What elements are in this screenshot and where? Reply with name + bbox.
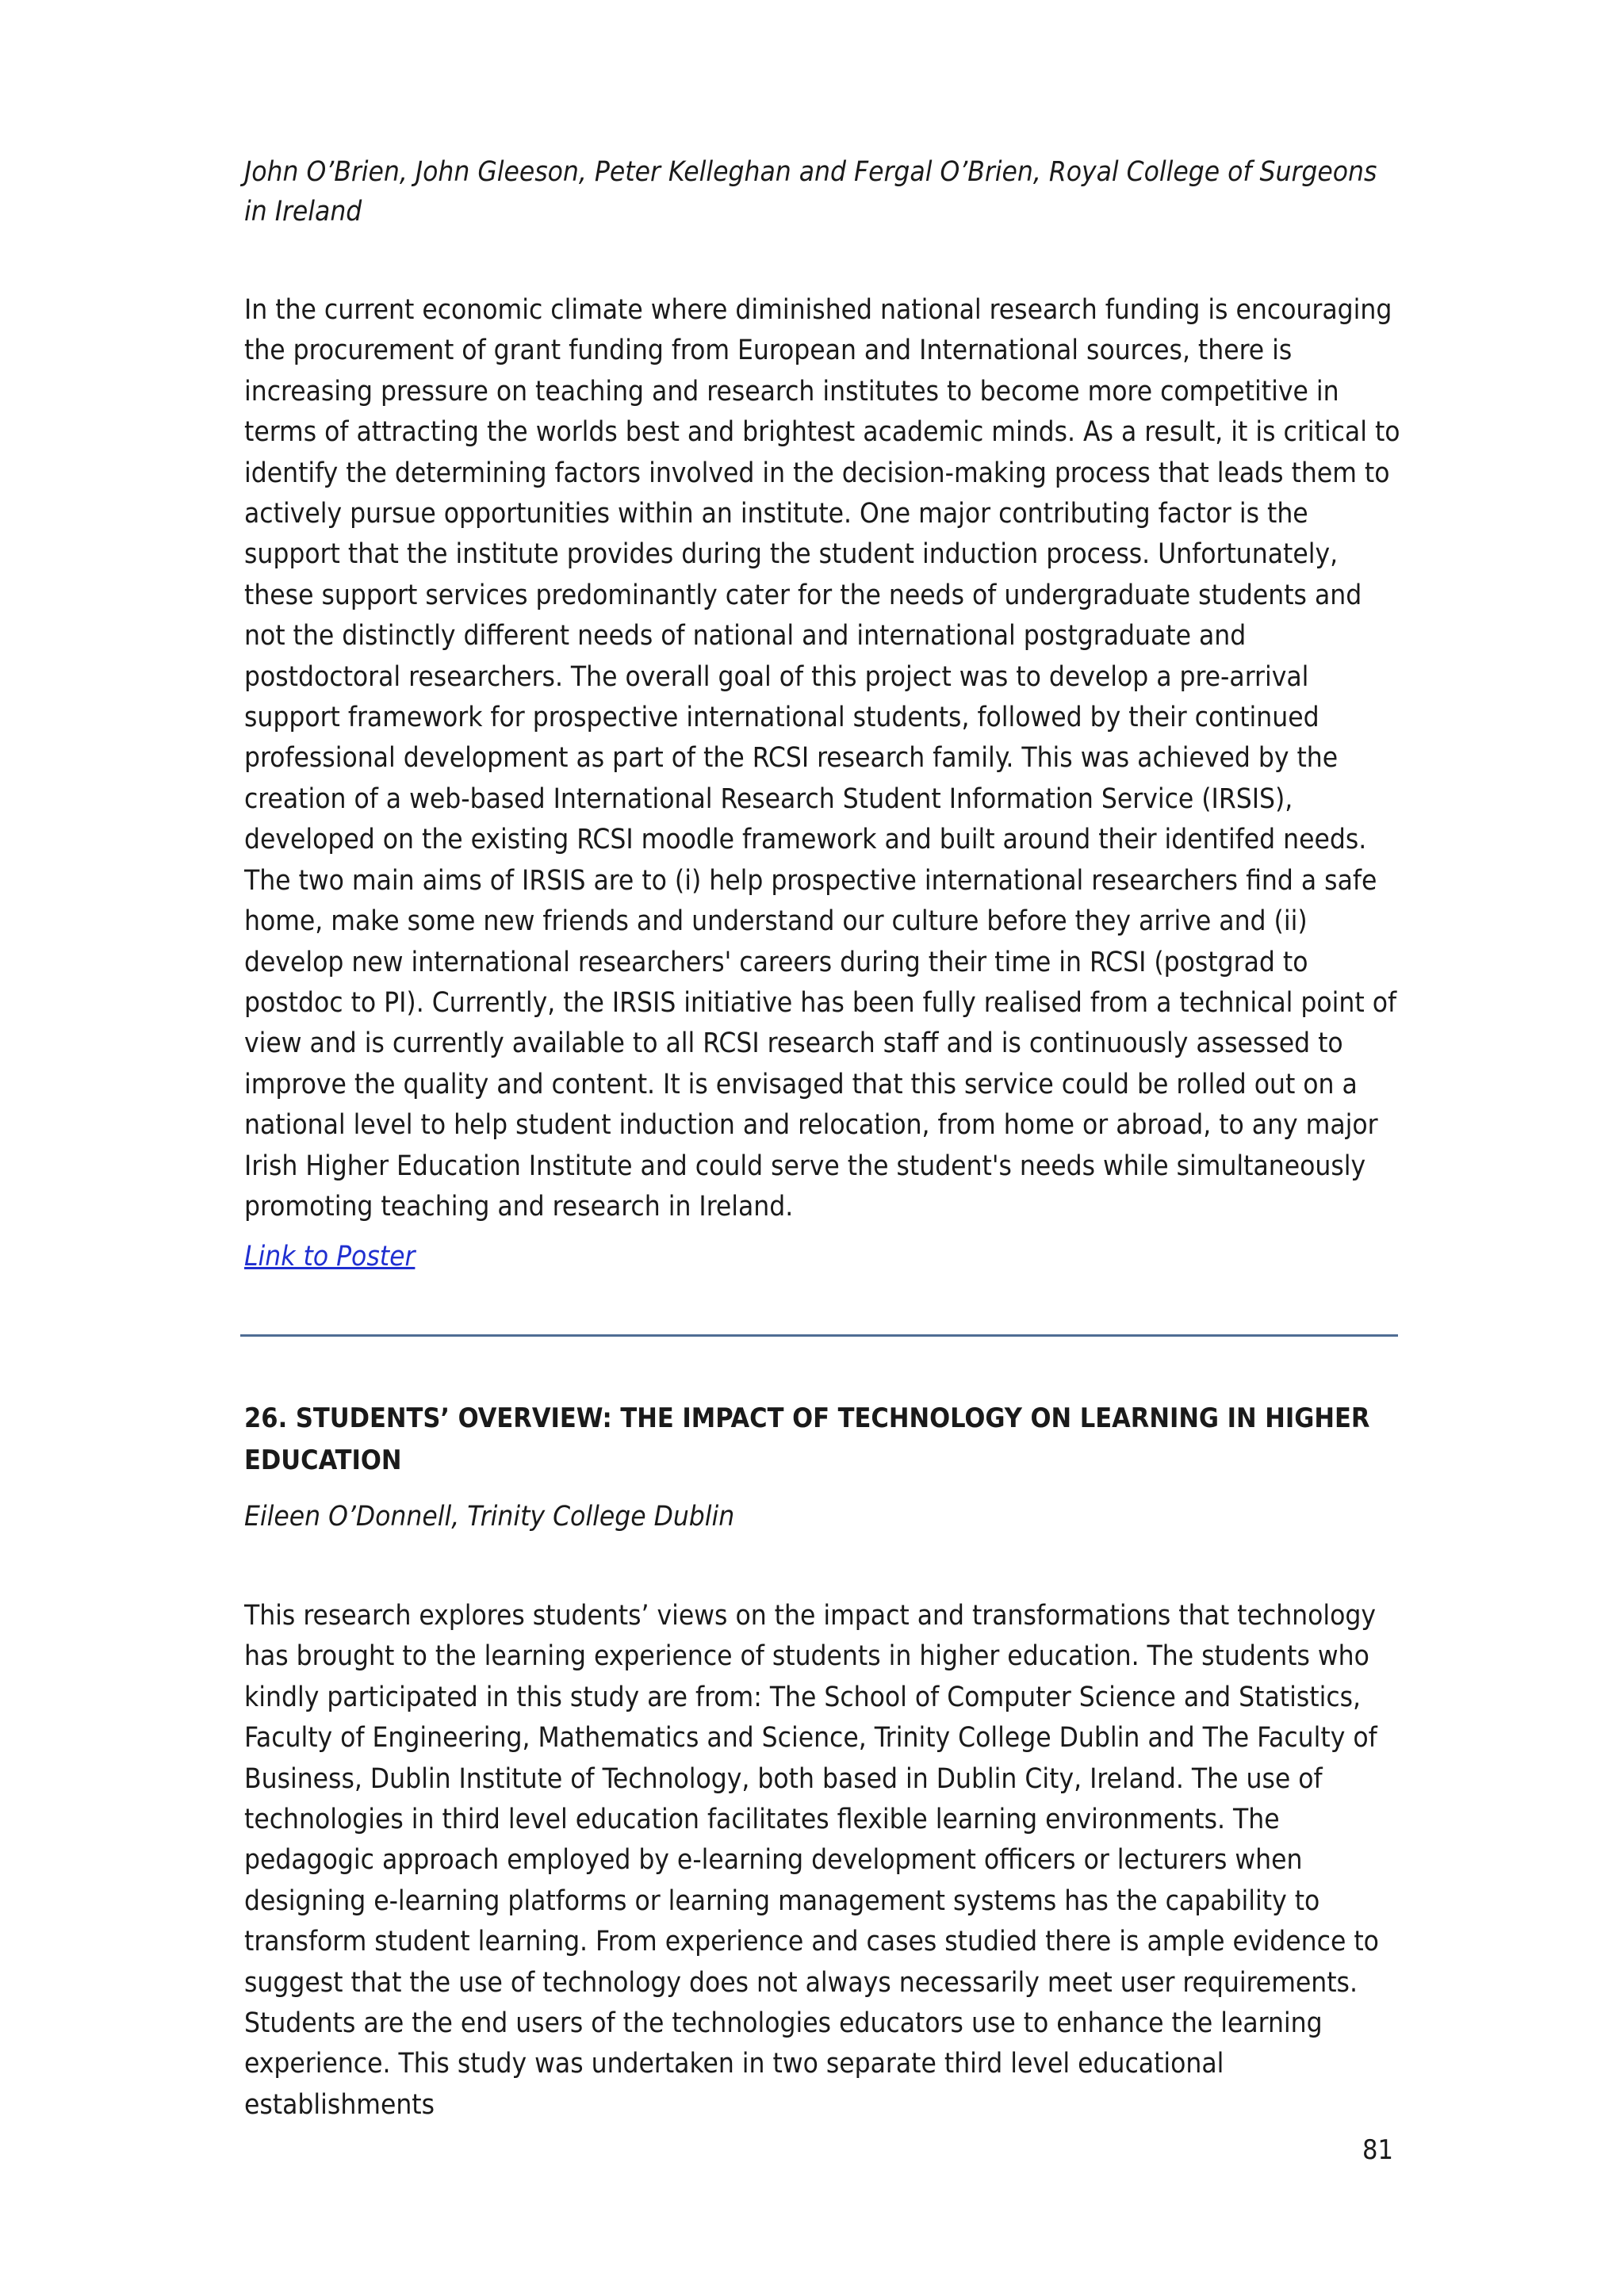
- link-to-poster[interactable]: Link to Poster: [244, 1241, 416, 1272]
- section-divider: [240, 1334, 1398, 1337]
- section-1-authors: John O’Brien, John Gleeson, Peter Kelleghan and Fergal O’Brien, Royal College of Surgeons in Ireland: [244, 156, 1377, 228]
- section-1-abstract: In the current economic climate where diminished national research funding is encouraging the procurement of grant funding from European and International sources, there is increasing pressure on teaching and research institutes to become more competitive in terms of attracting the worlds best and brightest academic minds. As a result, it is critical to identify the determining factors involved in the decision-making process that leads them to actively pursue opportunities within an institute. One major contributing factor is the support that the institute provides during the student induction process. Unfortunately, these support services predominantly cater for the needs of undergraduate students and not the distinctly different needs of national and international postgraduate and postdoctoral researchers. The overall goal of this project was to develop a pre-arrival support framework for prospective international students, followed by their continued professional development as part of the RCSI research family. This was achieved by the creation of a web-based International Research Student Information Service (IRSIS), developed on the existing RCSI moodle framework and built around their identifed needs. The two main aims of IRSIS are to (i) help prospective international researchers find a safe home, make some new friends and understand our culture before they arrive and (ii) develop new international researchers' careers during their time in RCSI (postgrad to postdoc to PI). Currently, the IRSIS initiative has been fully realised from a technical point of view and is currently available to all RCSI research staff and is continuously assessed to improve the quality and content. It is envisaged that this service could be rolled out on a national level to help student induction and relocation, from home or abroad, to any major Irish Higher Education Institute and could serve the student's needs while simultaneously promoting teaching and research in Ireland.: [244, 294, 1400, 1223]
- section-2-authors: Eileen O’Donnell, Trinity College Dublin: [244, 1501, 735, 1533]
- section-2-abstract: This research explores students’ views on the impact and transformations that technology has brought to the learning experience of students in higher education. The students who kindly participated in this study are from: The School of Computer Science and Statistics, Faculty of Engineering, Mathematics and Science, Trinity College Dublin and The Faculty of Business, Dublin Institute of Technology, both based in Dublin City, Ireland. The use of technologies in third level education facilitates flexible learning environments. The pedagogic approach employed by e-learning development officers or lecturers when designing e-learning platforms or learning management systems has the capability to transform student learning. From experience and cases studied there is ample evidence to suggest that the use of technology does not always necessarily meet user requirements. Students are the end users of the technologies educators use to enhance the learning experience. This study was undertaken in two separate third level educational establishments: [244, 1600, 1379, 2121]
- section-2-heading: 26. STUDENTS’ OVERVIEW: THE IMPACT OF TECHNOLOGY ON LEARNING IN HIGHER EDUCATION: [244, 1402, 1370, 1476]
- page-number: 81: [1362, 2134, 1393, 2166]
